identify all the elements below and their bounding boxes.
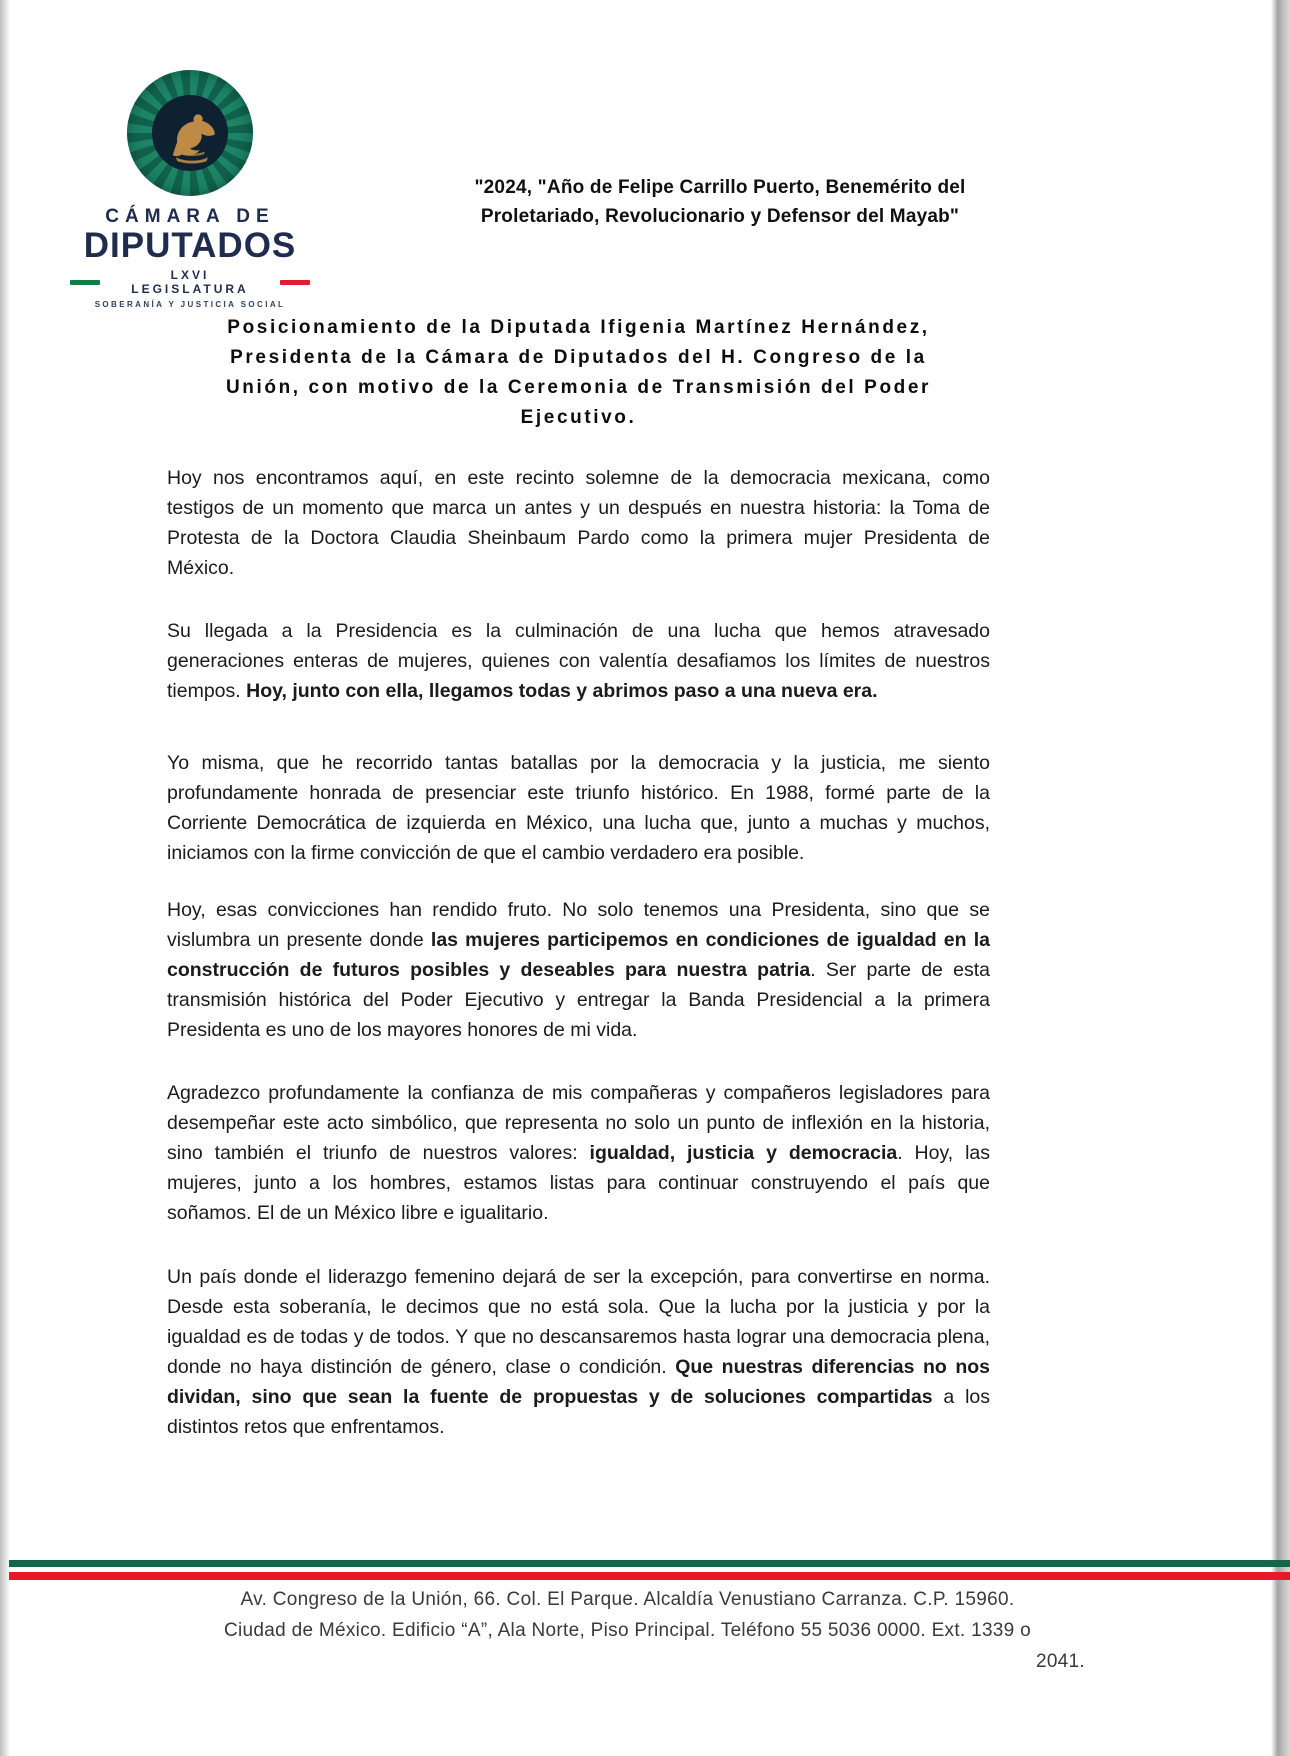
body-paragraph-4: Hoy, esas convicciones han rendido fruto. No solo tenemos una Presidenta, sino que se vislumbra un presente donde las mujeres participemos en condiciones de igualdad en la construcción de futuros posibles y deseables para nuestra patria. Ser parte de esta transmisión histórica del Poder Ejecutivo y entregar la Banda Presidencial a la primera Presidenta es uno de los mayores honores de mi vida.: [167, 899, 990, 1041]
flag-stripe-green: [9, 1560, 1290, 1567]
document-title-line4: Ejecutivo.: [520, 407, 637, 428]
camara-de-diputados-logo: [70, 62, 310, 309]
footer-address-line3: 2041.: [1035, 1651, 1085, 1672]
flag-stripe-red: [9, 1572, 1290, 1580]
eagle-icon: [158, 101, 222, 165]
logo-wordmark-camara-de: CÁMARA DE: [105, 206, 275, 227]
document-title: [167, 313, 990, 433]
logo-wordmark-diputados: DIPUTADOS: [83, 226, 297, 265]
body-paragraph-1: Hoy nos encontramos aquí, en este recinto solemne de la democracia mexicana, como testigos de un momento que marca un antes y un después en nuestra historia: la Toma de Protesta de la Doctora Claudia Sheinbaum Pardo como la primera mujer Presidenta de México.: [167, 467, 990, 579]
footer-address-line2: Ciudad de México. Edificio “A”, Ala Norte, Piso Principal. Teléfono 55 5036 0000. Ext. 1339 o: [223, 1620, 1031, 1641]
green-dash-icon: [70, 280, 100, 285]
year-header-quote: [420, 173, 1020, 231]
body-paragraph-5: Agradezco profundamente la confianza de mis compañeras y compañeros legisladores para desempeñar este acto simbólico, que representa no solo un punto de inflexión en la historia, sino también el triunfo de nuestros valores: igualdad, justicia y democracia. Hoy, las mujeres, junto a los hombres, estamos listas para continuar construyendo el país que soñamos. El de un México libre e igualitario.: [167, 1082, 991, 1224]
document-title-line1: Posicionamiento de la Diputada Ifigenia Martínez Hernández,: [227, 317, 930, 338]
logo-medallion-core: [152, 95, 228, 171]
scan-edge-right: [1271, 0, 1290, 1756]
scan-edge-left: [0, 0, 9, 1756]
red-dash-icon: [280, 280, 310, 285]
document-title-line3: Unión, con motivo de la Ceremonia de Transmisión del Poder: [225, 377, 932, 398]
logo-legislatura-row: [70, 268, 310, 296]
logo-tagline: SOBERANÍA Y JUSTICIA SOCIAL: [94, 300, 286, 309]
footer-address: [170, 1584, 1085, 1677]
body-paragraph-6: Un país donde el liderazgo femenino dejará de ser la excepción, para convertirse en norma. Desde esta soberanía, le decimos que no está sola. Que la lucha por la justicia y por la igualdad es de todas y de todos. Y que no descansaremos hasta lograr una democracia plena, donde no haya distinción de género, clase o condición. Que nuestras diferencias no nos dividan, sino que sean la fuente de propuestas y de soluciones compartidas a los distintos retos que enfrentamos.: [167, 1266, 990, 1438]
body-paragraph-2: Su llegada a la Presidencia es la culminación de una lucha que hemos atravesado generaciones enteras de mujeres, quienes con valentía desafiamos los límites de nuestros tiempos. Hoy, junto con ella, llegamos todas y abrimos paso a una nueva era.: [167, 620, 990, 702]
document-title-line2: Presidenta de la Cámara de Diputados del H. Congreso de la: [230, 347, 927, 368]
body-paragraph-3: Yo misma, que he recorrido tantas batallas por la democracia y la justicia, me siento profundamente honrada de presenciar este triunfo histórico. En 1988, formé parte de la Corriente Democrática de izquierda en México, una lucha que, junto a muchas y muchos, iniciamos con la firme convicción de que el cambio verdadero era posible.: [167, 752, 990, 864]
year-header-quote-line2: Proletariado, Revolucionario y Defensor del Mayab": [480, 206, 960, 227]
footer-address-line1: Av. Congreso de la Unión, 66. Col. El Parque. Alcaldía Venustiano Carranza. C.P. 15960.: [240, 1589, 1015, 1610]
year-header-quote-line1: "2024, "Año de Felipe Carrillo Puerto, Benemérito del: [474, 177, 966, 198]
logo-medallion: [127, 70, 253, 196]
logo-legislatura-label: LXVI LEGISLATURA: [131, 268, 249, 296]
